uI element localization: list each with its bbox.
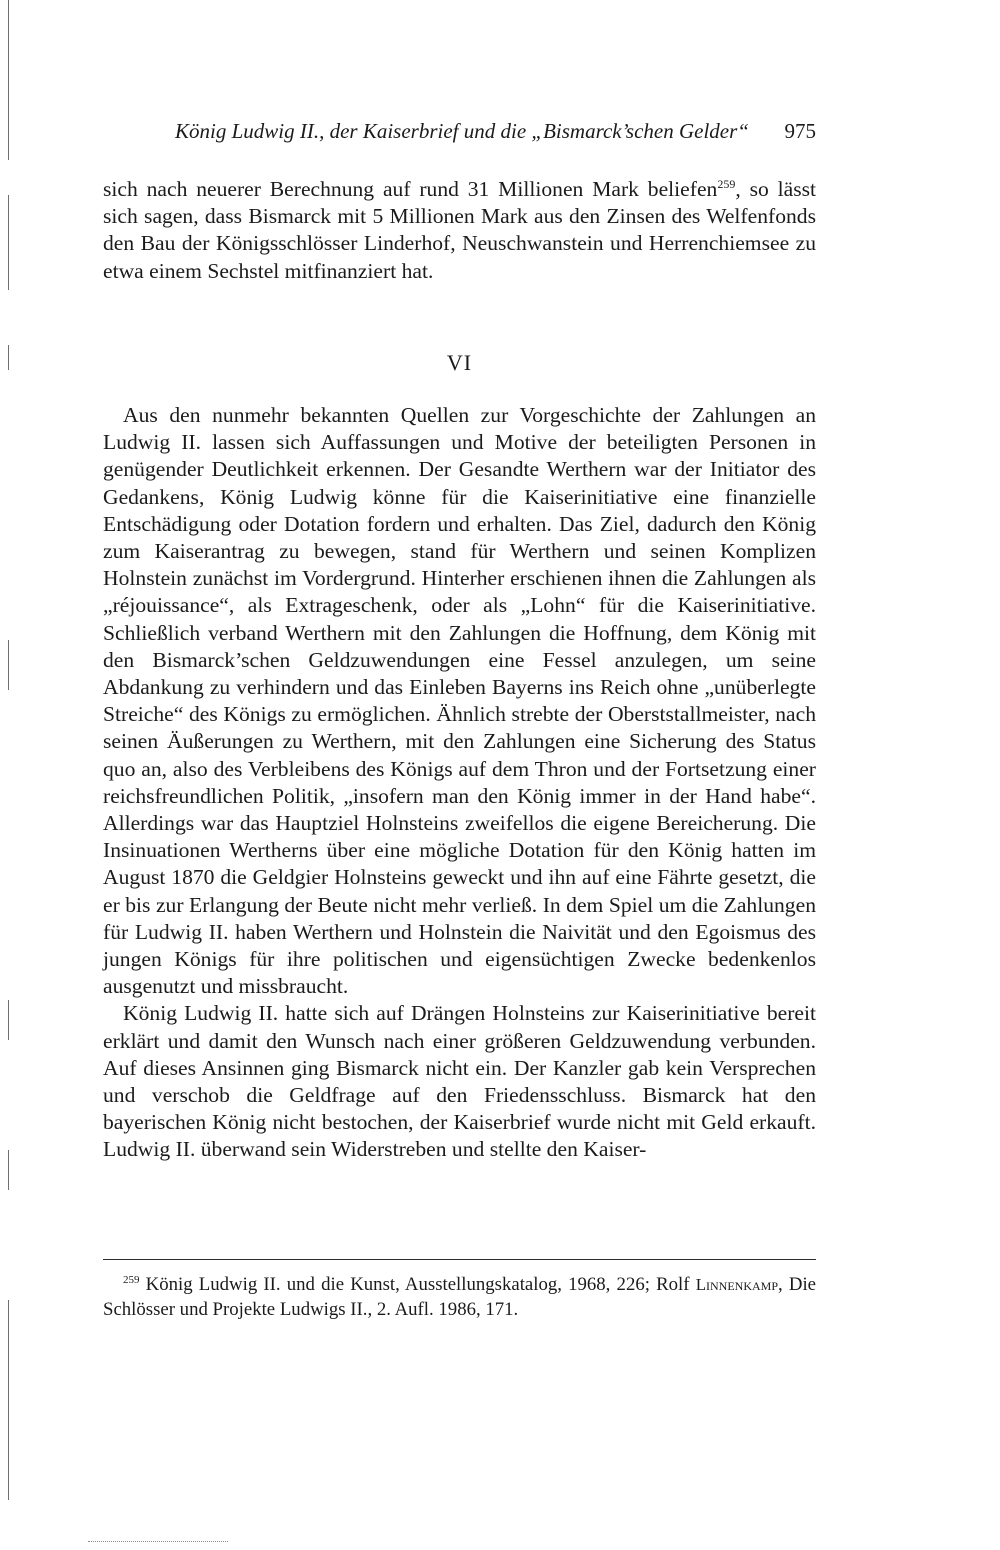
footnote-259-text [103,1272,816,1322]
paragraph-1 [103,176,816,285]
paragraph-3: König Ludwig II. hatte sich auf Drängen Holnsteins zur Kaiserinitiative bereit erklärt und damit den Wunsch nach einer größeren Geldzuwendung verbunden. Auf dieses Ansinnen ging Bismarck nicht ein. Der Kanzler gab kein Versprechen und verschob die Geldfrage auf den Friedensschluss. Bismarck hat den bayerischen König nicht bestochen, der Kaiserbrief wurde nicht mit Geld erkauft. Ludwig II. überwand sein Widerstreben und stellte den Kaiser- [103,1001,816,1162]
section-body [103,402,816,1164]
running-head [103,119,816,149]
footnote-259 [103,1272,816,1322]
paragraph-1-text-end: , so lässt sich sagen, dass Bismarck mit 5 Millionen Mark aus den Zinsen des Welfenfonds den Bau der Königsschlösser Linderhof, Neuschwanstein und Herrenchiemsee zu etwa einem Sechstel mitfinanziert hat. [103,177,816,283]
section-heading: VI [446,350,473,375]
scan-edge-line [8,1150,9,1190]
page-number: 975 [784,119,816,143]
scan-edge-line [8,1000,9,1040]
footnote-separator [103,1259,816,1260]
opening-paragraph-block [103,176,816,285]
footnote-reference-259[interactable]: 259 [717,177,736,191]
footnote-text-start: König Ludwig II. und die Kunst, Ausstellungskatalog, 1968, 226; Rolf [139,1274,696,1295]
footnote-author: Linnenkamp [695,1275,779,1294]
scan-edge-line [8,640,9,690]
scan-edge-line [8,345,9,370]
scan-bottom-marks [88,1541,228,1546]
footnote-number: 259 [123,1274,140,1286]
running-title: König Ludwig II., der Kaiserbrief und die „Bismarck’schen Gelder“ [175,119,749,143]
paragraph-1-text-start: sich nach neuerer Berechnung auf rund 31 Millionen Mark beliefen [103,177,718,201]
scan-edge-line [8,0,9,160]
footnote-text-end: , Die Schlösser und Projekte Ludwigs II., 2. Aufl. 1986, 171. [103,1274,817,1320]
scan-edge-line [8,195,9,290]
paragraph-2: Aus den nunmehr bekannten Quellen zur Vorgeschichte der Zahlungen an Ludwig II. lassen sich Auffassungen und Motive der beteiligten Personen in genügender Deutlichkeit erkennen. Der Gesandte Werthern war der Initiator des Gedankens, König Ludwig könne für die Kaiserinitiative eine finanzielle Entschädigung oder Dotation fordern und erhalten. Das Ziel, dadurch den König zum Kaiserantrag zu bewegen, stand für Werthern und seinen Komplizen Holnstein zunächst im Vordergrund. Hinterher erschienen ihnen die Zahlungen als „réjouissance“, als Extrageschenk, oder als „Lohn“ für die Kaiserinitiative. Schließlich verband Werthern mit den Zahlungen die Hoffnung, dem König mit den Bismarck’schen Geldzuwendungen eine Fessel anzulegen, um seine Abdankung zu verhindern und das Einleben Bayerns ins Reich ohne „unüberlegte Streiche“ des Königs zu ermöglichen. Ähnlich strebte der Oberststallmeister, nach seinen Äußerungen zu Werthern, mit den Zahlungen eine Sicherung des Status quo an, also des Verbleibens des Königs auf dem Thron und der Fortsetzung einer reichsfreundlichen Politik, „insofern man den König immer in der Hand habe“. Allerdings war das Hauptziel Holnsteins zweifellos die eigene Bereicherung. Die Insinuationen Wertherns über eine mögliche Dotation für den König hatten im August 1870 die Geldgier Holnsteins geweckt und ihn auf eine Fährte gesetzt, die er bis zur Erlangung der Beute nicht mehr verließ. In dem Spiel um die Zahlungen für Ludwig II. haben Werthern und Holnstein die Naivität und den Egoismus des jungen Königs für ihre politischen und eigensüchtigen Zwecke bedenkenlos ausgenutzt und missbraucht. [103,403,816,999]
scan-edge-line [8,1300,9,1500]
